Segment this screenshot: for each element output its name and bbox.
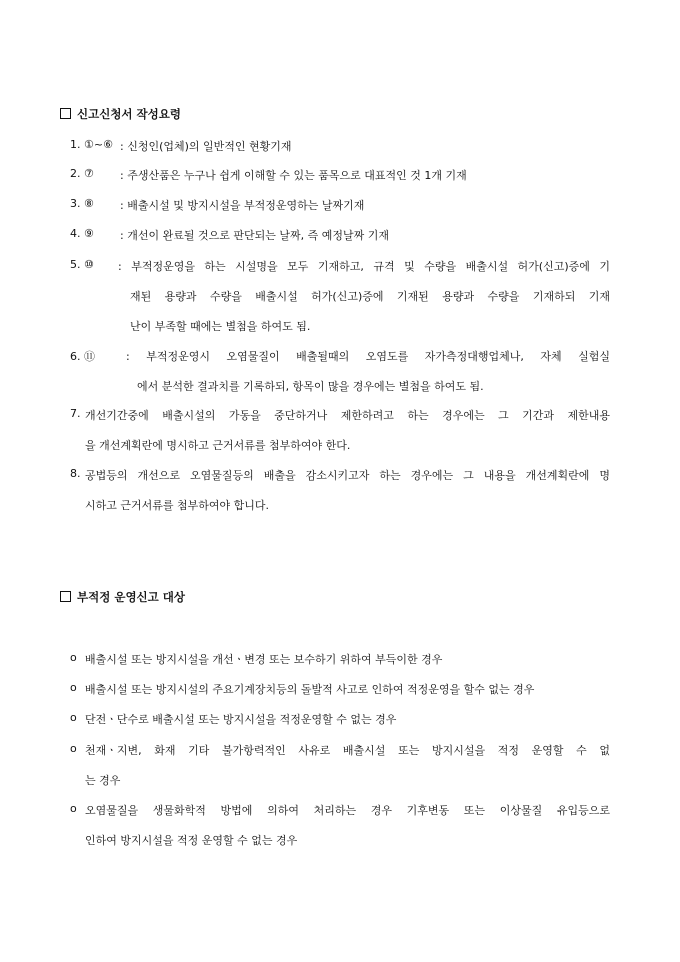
item-text-continued: 난이 부족할 때에는 별첨을 하여도 됨. [130, 320, 311, 333]
item-number: 1. ①~⑥ [70, 138, 113, 151]
item-text: : 부적정운영시 오염물질이 배출될때의 오염도를 자가측정대행업체나, 자체 실험실 [126, 350, 610, 363]
item-text: : 개선이 완료될 것으로 판단되는 날짜, 즉 예정날짜 기재 [120, 229, 389, 242]
bullet-marker: o [70, 802, 77, 815]
item-number: 3. ⑧ [70, 197, 94, 210]
item-text: : 부적정운영을 하는 시설명을 모두 기재하고, 규격 및 수량을 배출시설 허가(신고)증에 기 [118, 260, 610, 273]
section-heading-guide [60, 106, 181, 122]
list-item: 배출시설 또는 방지시설을 개선ㆍ변경 또는 보수하기 위하여 부득이한 경우 [85, 653, 443, 666]
checkbox-square-icon [60, 591, 71, 602]
section-heading-targets [60, 589, 185, 605]
item-text-continued: 시하고 근거서류를 첨부하여야 합니다. [85, 499, 270, 512]
item-text: : 주생산품은 누구나 쉽게 이해할 수 있는 품목으로 대표적인 것 1개 기재 [120, 169, 467, 182]
item-text-continued: 을 개선계획란에 명시하고 근거서류를 첨부하여야 한다. [85, 439, 351, 452]
item-text-continued: 재된 용량과 수량을 배출시설 허가(신고)증에 기재된 용량과 수량을 기재하되 기재 [130, 290, 610, 303]
item-number: 8. [70, 467, 81, 480]
bullet-marker: o [70, 711, 77, 724]
item-text: 개선기간중에 배출시설의 가동을 중단하거나 제한하려고 하는 경우에는 그 기간과 제한내용 [85, 409, 610, 422]
item-number: 5. ⑩ [70, 258, 94, 271]
section-title: 신고신청서 작성요령 [77, 107, 181, 121]
bullet-marker: o [70, 681, 77, 694]
list-item: 단전ㆍ단수로 배출시설 또는 방지시설을 적정운영할 수 없는 경우 [85, 713, 397, 726]
item-number: 7. [70, 407, 81, 420]
bullet-marker: o [70, 651, 77, 664]
item-number: 4. ⑨ [70, 227, 94, 240]
list-item: 배출시설 또는 방지시설의 주요기계장치등의 돌발적 사고로 인하여 적정운영을 할수 없는 경우 [85, 683, 535, 696]
item-text: : 배출시설 및 방지시설을 부적정운영하는 날짜기재 [120, 199, 365, 212]
bullet-marker: o [70, 742, 77, 755]
section-title: 부적정 운영신고 대상 [77, 590, 185, 604]
item-number: 6. ⑪ [70, 350, 95, 363]
list-item: 천재ㆍ지변, 화재 기타 불가항력적인 사유로 배출시설 또는 방지시설을 적정 운영할 수 없 [85, 744, 610, 757]
list-item: 오염물질을 생물화학적 방법에 의하여 처리하는 경우 기후변동 또는 이상물질 유입등으로 [85, 804, 610, 817]
item-text: 공법등의 개선으로 오염물질등의 배출을 감소시키고자 하는 경우에는 그 내용을 개선계획란에 명 [85, 469, 610, 482]
item-text-continued: 에서 분석한 결과치를 기록하되, 항목이 많을 경우에는 별첨을 하여도 됨. [137, 380, 484, 393]
list-item-continued: 인하여 방지시설을 적정 운영할 수 없는 경우 [85, 834, 298, 847]
checkbox-square-icon [60, 108, 71, 119]
item-text: : 신청인(업체)의 일반적인 현황기재 [120, 140, 292, 153]
list-item-continued: 는 경우 [85, 774, 121, 787]
item-number: 2. ⑦ [70, 167, 94, 180]
